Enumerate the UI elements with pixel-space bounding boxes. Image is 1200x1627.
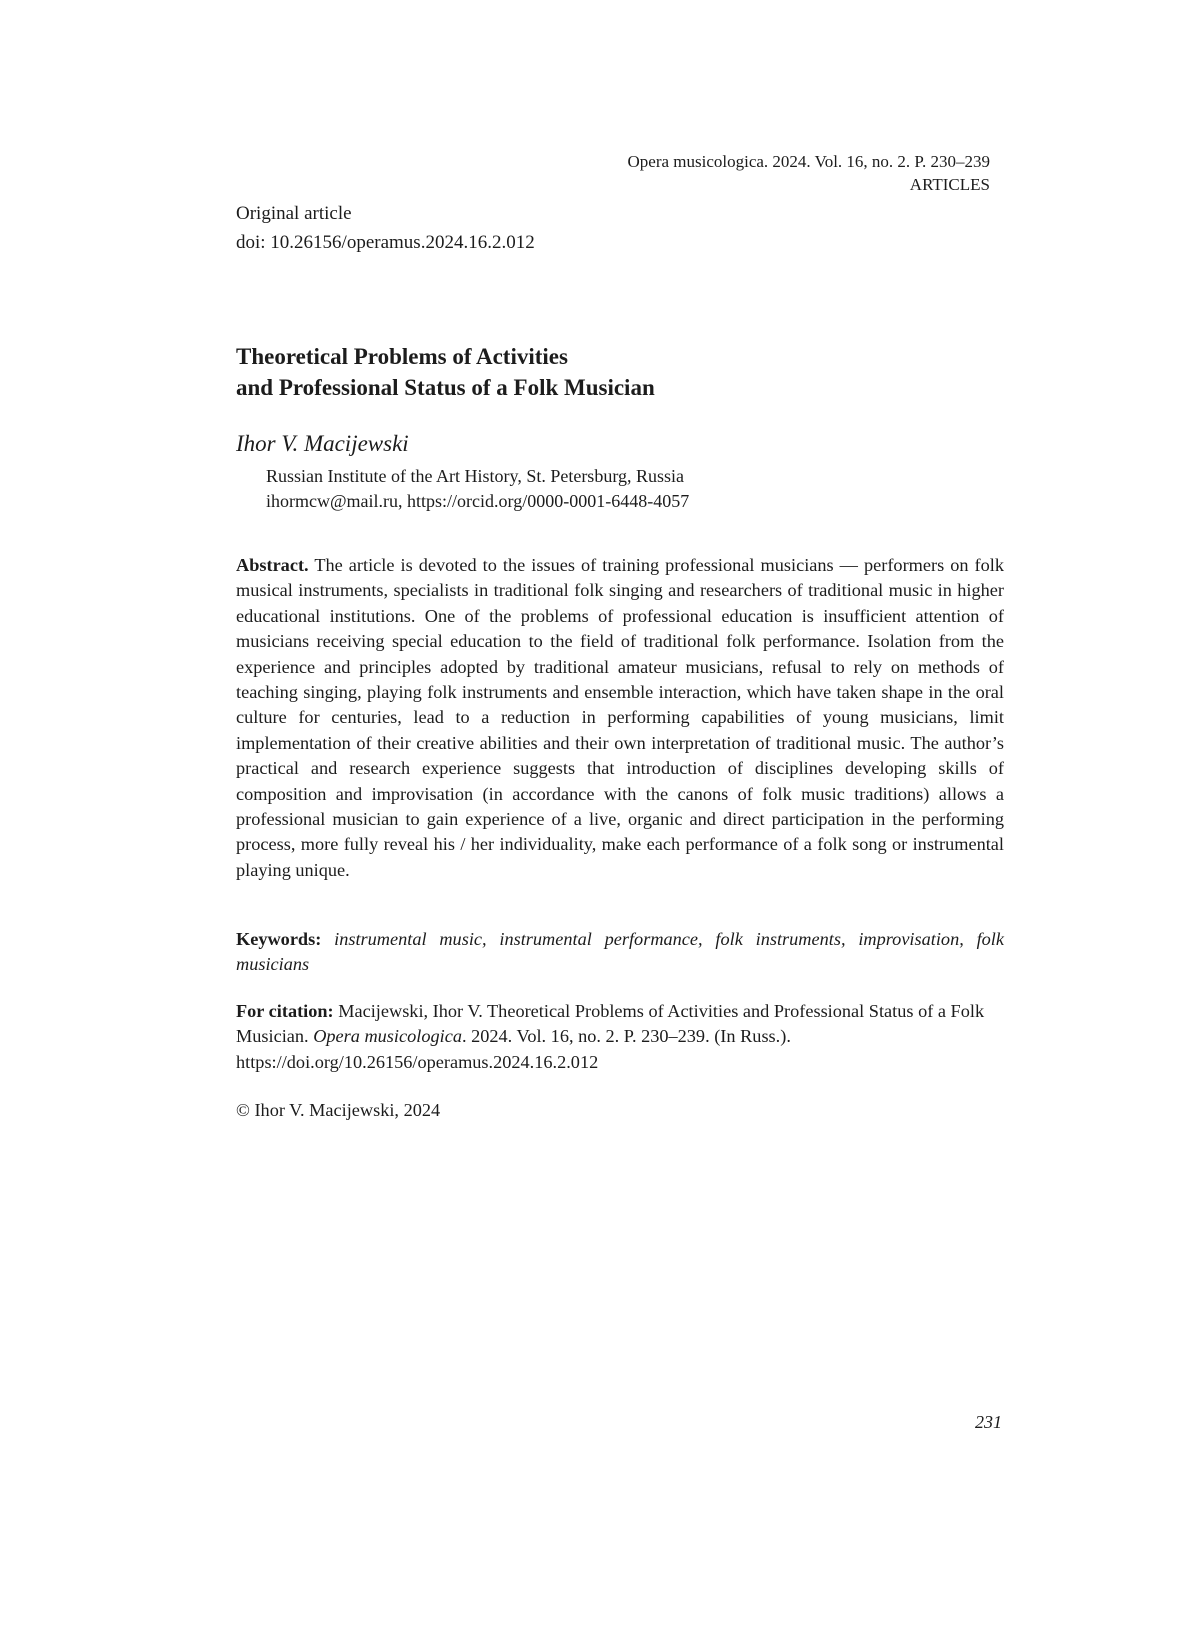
author-contacts: ihormcw@mail.ru, https://orcid.org/0000-0001-6448-4057 [266,489,689,514]
abstract [236,553,1004,883]
article-page [0,0,1200,1627]
article-type: Original article [236,199,535,228]
running-header [628,150,991,196]
citation-details: . 2024. Vol. 16, no. 2. P. 230–239. (In Russ.). [462,1026,791,1046]
article-title [236,341,956,403]
author-affiliation-block [266,464,689,514]
section-label: ARTICLES [628,173,991,196]
affiliation: Russian Institute of the Art History, St. Petersburg, Russia [266,464,689,489]
citation-journal: Opera musicologica [313,1026,462,1046]
title-line-1: Theoretical Problems of Activities [236,341,956,372]
citation-text: Macijewski, Ihor V. Theoretical Problems of Activities and Professional Status of a Folk Musician. [236,1001,984,1046]
page-number: 231 [975,1410,1002,1434]
doi: doi: 10.26156/operamus.2024.16.2.012 [236,228,535,257]
keywords-list: instrumental music, instrumental performance, folk instruments, improvisation, folk musicians [236,929,1004,974]
citation-label: For citation: [236,1001,334,1021]
abstract-text: The article is devoted to the issues of training professional musicians — performers on folk musical instruments, specialists in traditional folk singing and researchers of traditional music in higher educational institutions. One of the problems of professional education is insufficient attention of musicians receiving special education to the field of traditional folk performance. Isolation from the experience and principles adopted by traditional amateur musicians, refusal to rely on methods of teaching singing, playing folk instruments and ensemble interaction, which have taken shape in the oral culture for centuries, lead to a reduction in performing capabilities of young musicians, limit implementation of their creative abilities and their own interpretation of traditional music. The author’s practical and research experience suggests that introduction of disciplines developing skills of composition and improvisation (in accordance with the canons of folk music traditions) allows a professional musician to gain experience of a live, organic and direct participation in the performing process, more fully reveal his / her individuality, make each performance of a folk song or instrumental playing unique. [236,555,1004,880]
article-meta [236,199,535,257]
citation-doi-link[interactable]: https://doi.org/10.26156/operamus.2024.16.2.012 [236,1052,598,1072]
keywords [236,927,1004,978]
keywords-label: Keywords: [236,929,321,949]
abstract-label: Abstract. [236,555,309,575]
author-name: Ihor V. Macijewski [236,429,409,459]
citation [236,999,1004,1075]
copyright: © Ihor V. Macijewski, 2024 [236,1098,440,1123]
title-line-2: and Professional Status of a Folk Musician [236,372,956,403]
journal-reference: Opera musicologica. 2024. Vol. 16, no. 2. P. 230–239 [628,150,991,173]
